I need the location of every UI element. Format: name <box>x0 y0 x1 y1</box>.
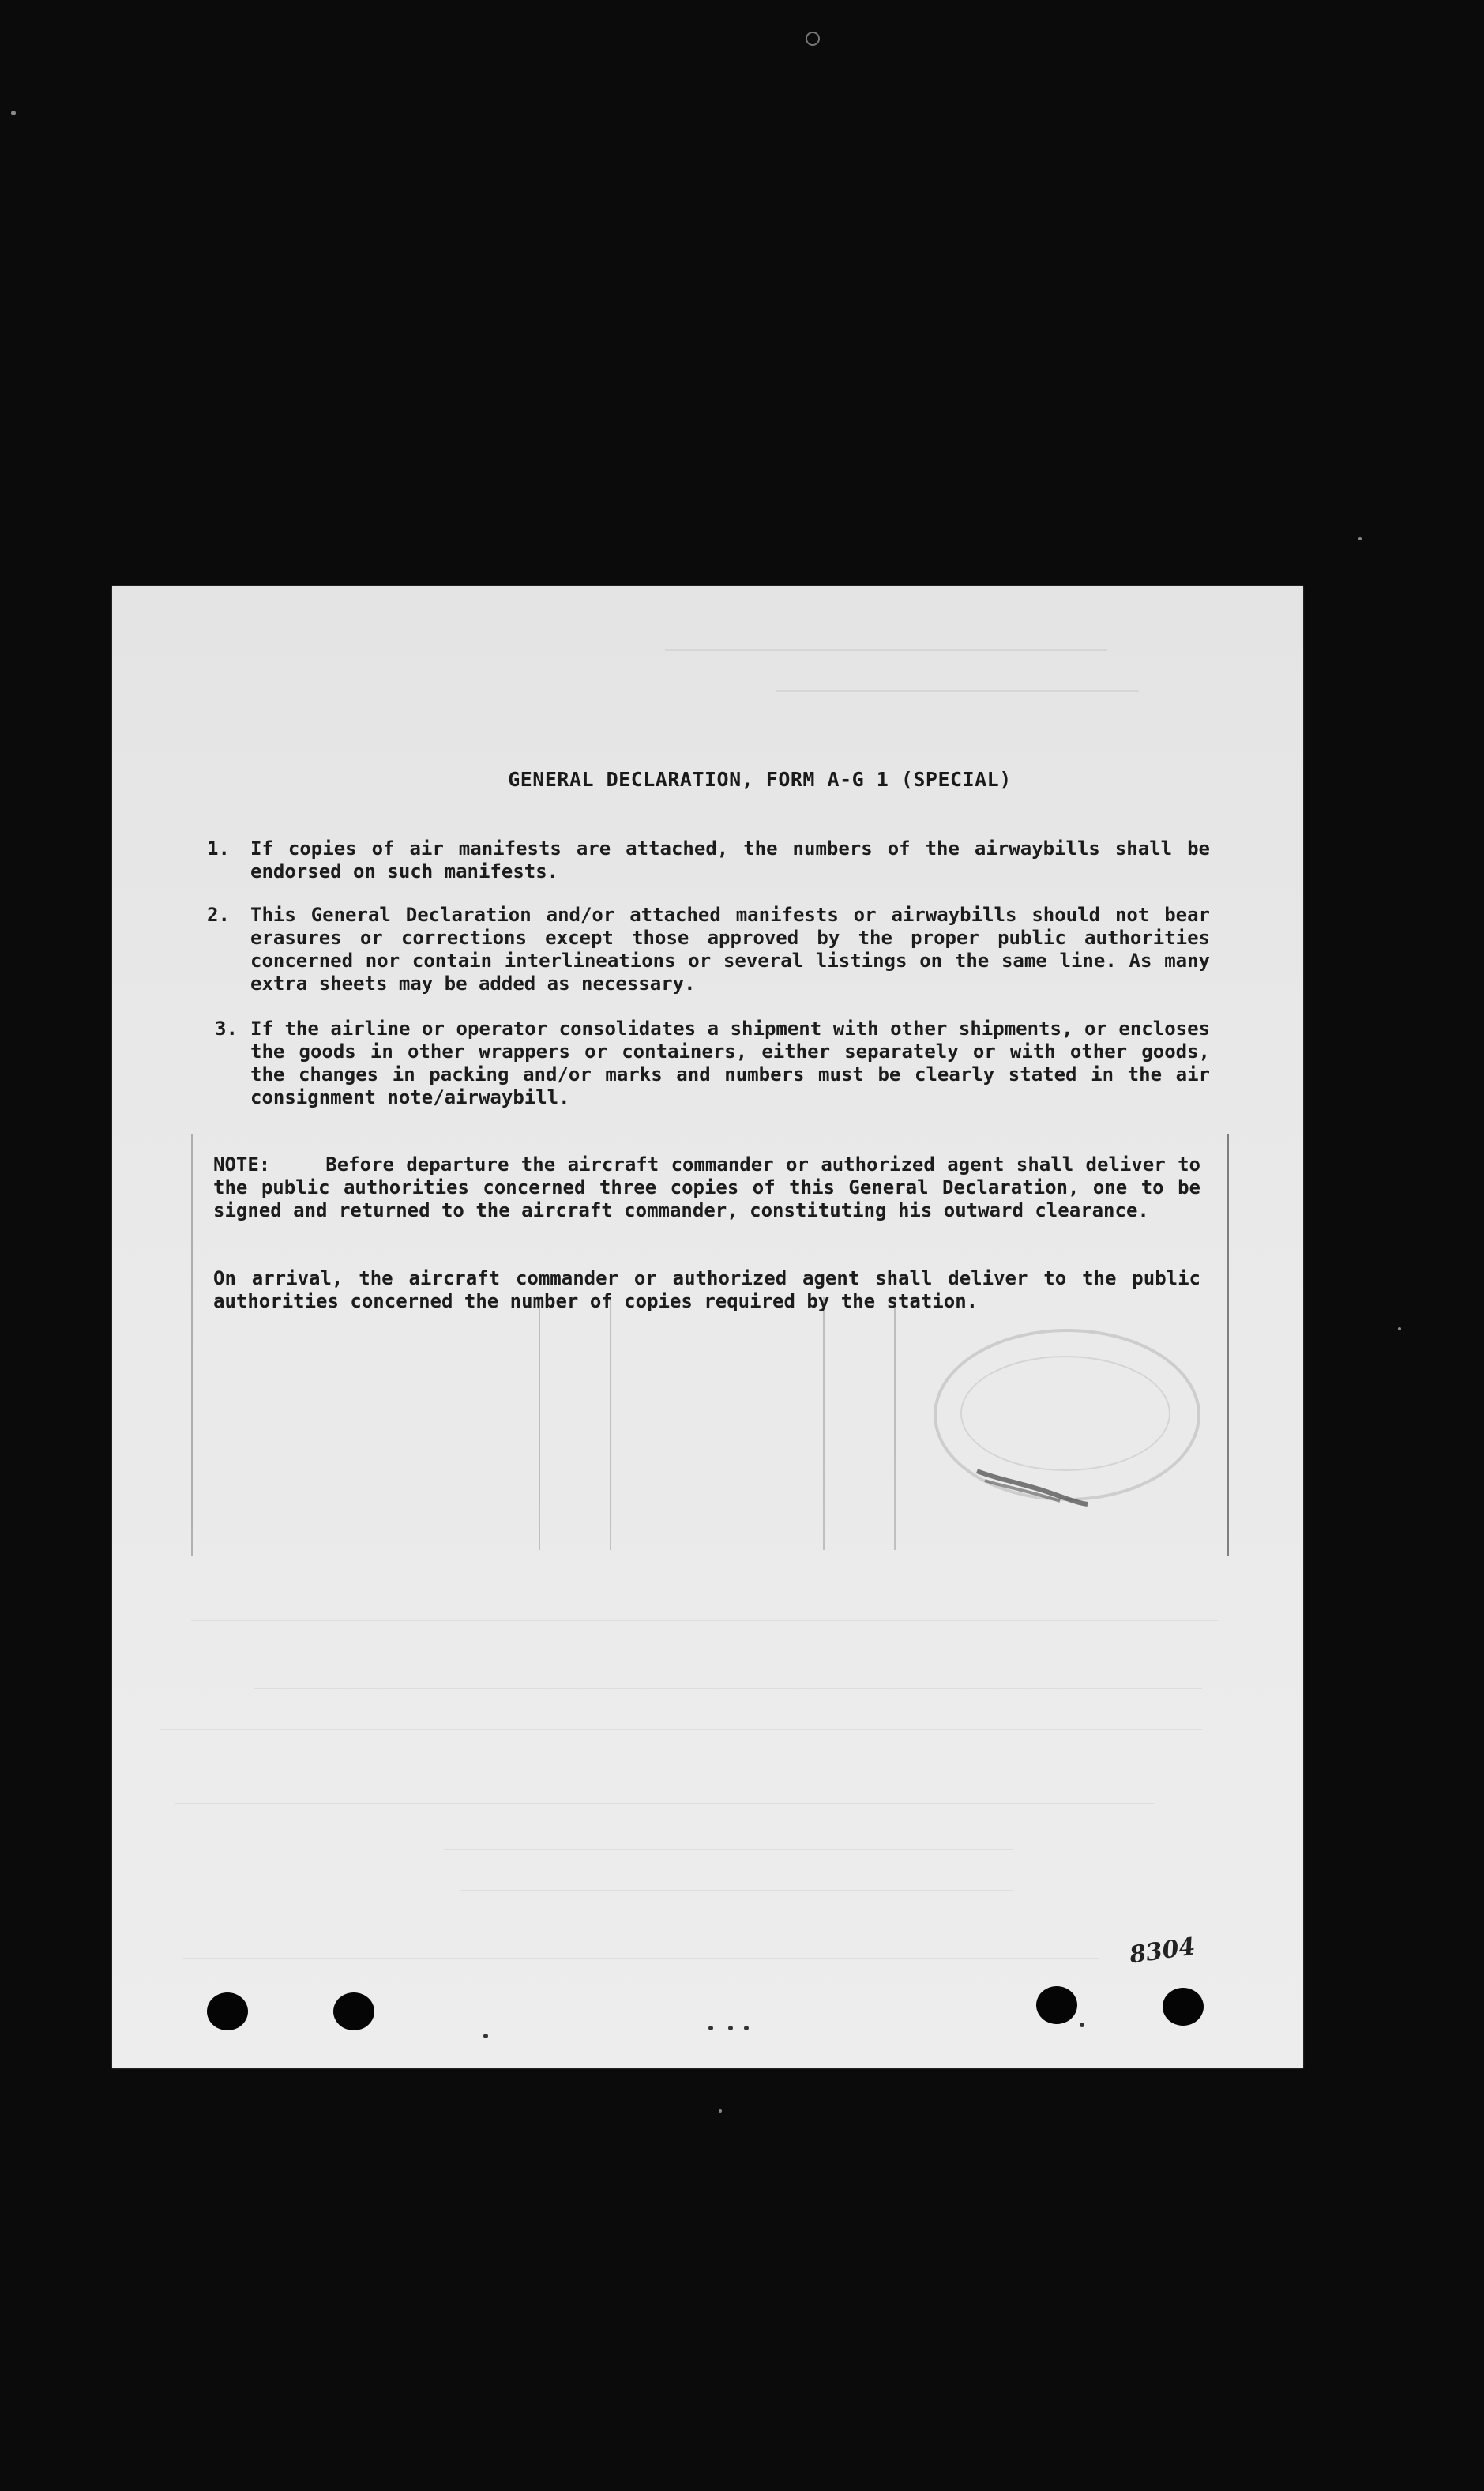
background-speck <box>806 32 820 46</box>
form-grid-line <box>539 1297 540 1550</box>
background-speck <box>1358 537 1362 540</box>
instruction-text: This General Declaration and/or attached manifests or airwaybills should not bear erasures or corrections except those approved by the proper public authorities concerned nor contain interlineations or several listings on the same line. As many extra sheets may be added as necessary. <box>250 904 1210 995</box>
instruction-number: 3. <box>215 1018 238 1040</box>
binder-hole <box>207 1992 248 2030</box>
instruction-number: 2. <box>207 904 230 926</box>
bleed-through-line <box>665 649 1107 651</box>
paper-speck <box>744 2026 749 2030</box>
paper-speck <box>728 2026 733 2030</box>
faint-stamp-inner-ring <box>960 1356 1170 1471</box>
bleed-through-line <box>175 1803 1155 1804</box>
note-label: NOTE: <box>213 1153 271 1176</box>
document-title: GENERAL DECLARATION, FORM A-G 1 (SPECIAL) <box>508 768 1012 791</box>
background-speck <box>1398 1327 1401 1330</box>
background-speck <box>11 111 16 115</box>
paper-speck <box>483 2034 488 2038</box>
arrival-paragraph: On arrival, the aircraft commander or authorized agent shall deliver to the public authorities concerned the number of copies required by the station. <box>213 1267 1200 1312</box>
form-grid-line <box>823 1297 825 1550</box>
instruction-item-3 <box>207 1018 1210 1109</box>
form-grid-line <box>610 1297 611 1550</box>
handwritten-number-text: 8304 <box>1127 1932 1197 1970</box>
binder-hole <box>1036 1986 1077 2024</box>
instruction-text: If the airline or operator consolidates a shipment with other shipments, or encloses the goods in other wrappers or containers, either separately or with other goods, the changes in packing and/or marks and numbers must be clearly stated in the air consignment note/airwaybill. <box>250 1018 1210 1108</box>
form-grid-line <box>894 1297 896 1550</box>
bleed-through-line <box>254 1688 1202 1689</box>
paper-speck <box>708 2026 713 2030</box>
bleed-through-line <box>183 1958 1099 1959</box>
instruction-item-1 <box>207 837 1210 883</box>
note-paragraph <box>213 1153 1200 1222</box>
note-text: Before departure the aircraft commander or authorized agent shall deliver to the public authorities concerned three copies of this General Declaration, one to be signed and returned to the aircraft commander, constituting his outward clearance. <box>213 1153 1200 1221</box>
bleed-through-line <box>776 690 1139 692</box>
background-speck <box>719 2109 722 2113</box>
document-page <box>112 586 1303 2068</box>
bleed-through-line <box>191 1620 1218 1621</box>
stamp-scribble <box>973 1463 1091 1511</box>
binder-hole <box>1163 1988 1204 2026</box>
instruction-text: If copies of air manifests are attached, the numbers of the airwaybills shall be endorsed on such manifests. <box>250 837 1210 882</box>
paper-speck <box>1080 2023 1084 2027</box>
bleed-through-line <box>444 1849 1013 1850</box>
instruction-item-2 <box>207 904 1210 995</box>
bleed-through-line <box>160 1729 1202 1730</box>
bleed-through-line <box>460 1890 1013 1891</box>
binder-hole <box>333 1992 374 2030</box>
handwritten-number <box>1127 1932 1232 1970</box>
instruction-number: 1. <box>207 837 230 860</box>
